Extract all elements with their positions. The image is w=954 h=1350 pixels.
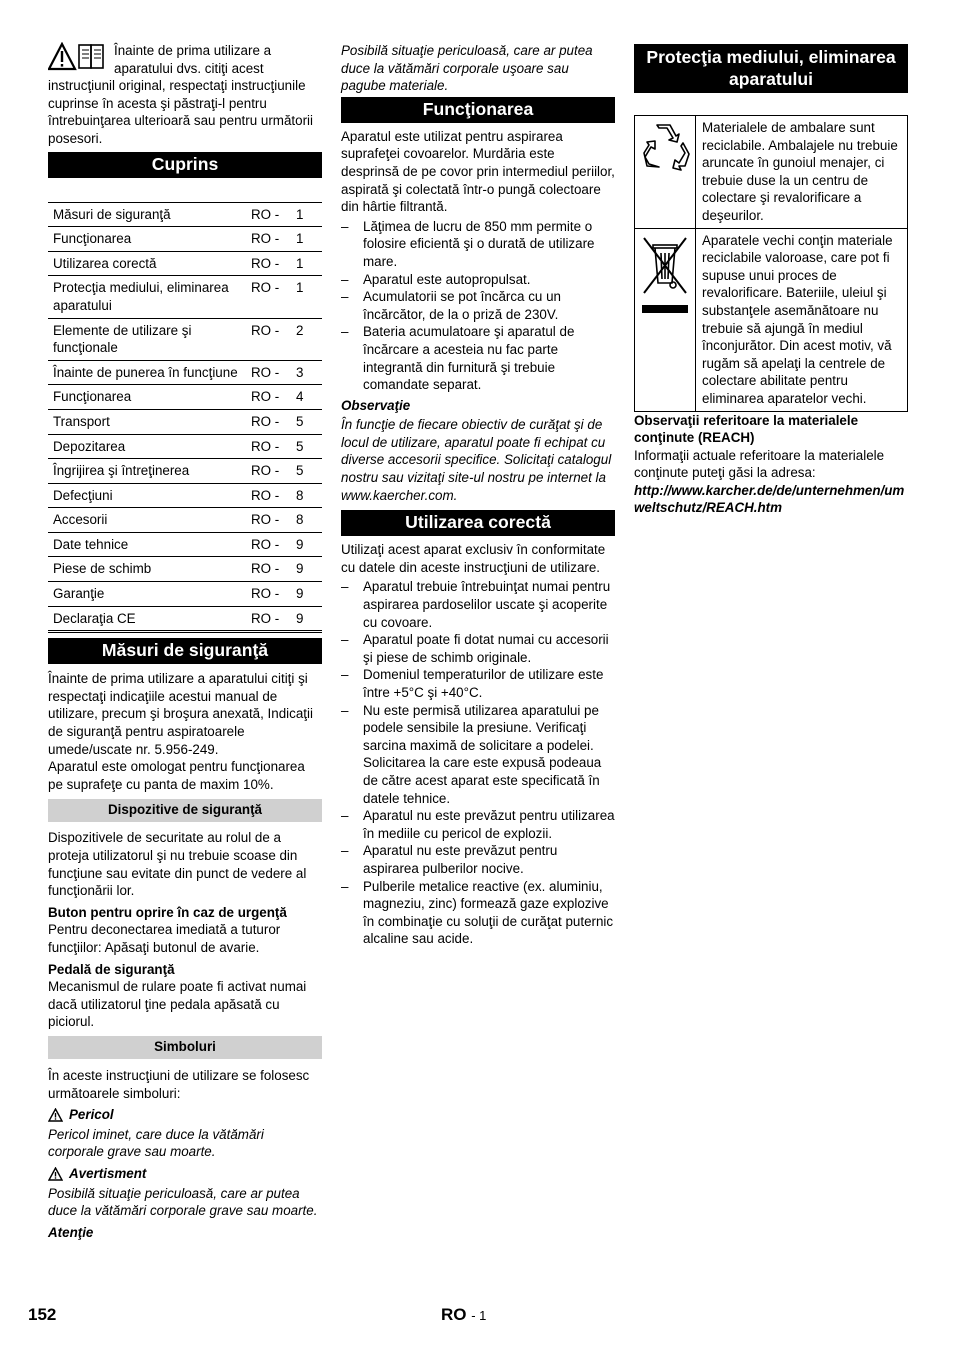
table-row [48,360,322,385]
toc-entry-page: 3 [296,360,322,385]
emergency-stop-heading: Buton pentru oprire în caz de urgenţă [48,904,287,920]
table-row [48,202,322,227]
toc-entry-label: Garanţie [48,582,251,607]
table-row [48,459,322,484]
toc-entry-label: Funcţionarea [48,227,251,252]
toc-entry-code: RO - [251,606,296,632]
list-item: – Pulberile metalice reactive (ex. aluminiu, magneziu, zinc) formează gaze explozive în combinaţie cu soluţii de curăţat puternic alcaline sau acide. [341,878,615,948]
safety-paragraph-1: Înainte de prima utilizare a aparatului citiţi şi respectaţi indicaţiile acestui manual de utilizare, precum şi broşura anexată, Indicaţii de siguranţă pentru aspiratoarele umede/uscate nr. 5.956-249. [48,671,313,757]
safety-devices-heading: Dispozitive de siguranţă [48,799,322,822]
table-row [48,557,322,582]
toc-entry-code: RO - [251,202,296,227]
danger-label-row [48,1106,322,1124]
recycle-icon-cell [635,116,696,229]
list-item: – Aparatul nu este prevăzut pentru utilizarea în mediile cu pericol de explozii. [341,807,615,842]
table-row [48,409,322,434]
list-item: – Lăţimea de lucru de 850 mm permite o folosire eficientă şi o durată de utilizare mare. [341,218,615,271]
toc-entry-label: Îngrijirea şi întreţinerea [48,459,251,484]
toc-entry-label: Transport [48,409,251,434]
table-row [48,227,322,252]
safety-devices-text: Dispozitivele de securitate au rolul de a proteja utilizatorul şi nu trebuie scoase din funcţiune sau evitate din punct de vedere al funcţionării lor. [48,830,307,899]
note-label: Observaţie [341,397,411,413]
toc-entry-page: 5 [296,409,322,434]
column-right [634,44,908,517]
footer-lang: RO [441,1305,467,1324]
toc-entry-page: 5 [296,434,322,459]
list-item: – Acumulatorii se pot încărca cu un încărcător, de la o priză de 230V. [341,288,615,323]
old-devices-text: Aparatele vechi conţin materiale reciclabile valoroase, care pot fi supuse unui proces de revalorificare. Bateriile, uleiul şi substanţele asemănătoare nu trebuie să ajungă în mediul înconjurător. Din acest motiv, vă rugăm să apelaţi la centrele de colectare abilitate pentru eliminarea aparatelor vechi. [696,228,908,411]
toc-entry-page: 9 [296,532,322,557]
list-item: – Aparatul poate fi dotat numai cu accesorii şi piese de schimb originale. [341,631,615,666]
toc-entry-page: 9 [296,582,322,607]
toc-entry-code: RO - [251,409,296,434]
toc-entry-code: RO - [251,459,296,484]
toc-entry-page: 1 [296,276,322,318]
function-list [341,218,615,394]
toc-entry-label: Date tehnice [48,532,251,557]
environment-heading: Protecţia mediului, eliminarea aparatului [634,44,908,93]
warning-label-row [48,1165,322,1183]
table-row [48,276,322,318]
proper-use-text: Utilizaţi acest aparat exclusiv în conformitate cu datele din aceste instrucţiuni de utilizare. [341,542,606,575]
toc-entry-code: RO - [251,227,296,252]
toc-entry-label: Protecţia mediului, eliminarea aparatului [48,276,251,318]
toc-entry-page: 2 [296,318,322,360]
toc-entry-label: Utilizarea corectă [48,251,251,276]
safety-pedal-text: Mecanismul de rulare poate fi activat numai dacă utilizatorul ţine pedala apăsată cu piciorul. [48,979,307,1030]
caution-label: Atenţie [48,1224,94,1240]
toc-entry-label: Accesorii [48,508,251,533]
column-left [48,42,322,1241]
toc-entry-page: 8 [296,483,322,508]
table-row [48,483,322,508]
toc-heading: Cuprins [48,152,322,178]
function-heading: Funcţionarea [341,97,615,123]
footer-language-page [441,1306,486,1325]
toc-entry-code: RO - [251,276,296,318]
toc-entry-label: Piese de schimb [48,557,251,582]
caution-text: Posibilă situaţie periculoasă, care ar putea duce la vătămări corporale uşoare sau pagube materiale. [341,43,593,94]
list-item: – Aparatul trebuie întrebuinţat numai pentru aspirarea pardoselilor uscate şi acoperite cu covoare. [341,578,615,631]
list-item: – Bateria acumulatoare şi aparatul de încărcare a acesteia nu fac parte integrantă din furnitură şi trebuie comandate separat. [341,323,615,393]
toc-entry-code: RO - [251,532,296,557]
intro-block [48,42,322,148]
symbols-intro: În aceste instrucţiuni de utilizare se folosesc următoarele simboluri: [48,1067,310,1101]
warning-triangle-icon [48,1108,63,1122]
toc-entry-label: Defecţiuni [48,483,251,508]
toc-entry-page: 1 [296,227,322,252]
toc-entry-code: RO - [251,582,296,607]
manual-book-icon [79,45,103,68]
warning-label: Avertisment [69,1165,147,1181]
safety-heading: Măsuri de siguranţă [48,638,322,664]
list-item: – Aparatul este autopropulsat. [341,271,615,289]
page-number: 152 [28,1305,57,1324]
danger-label: Pericol [69,1107,114,1123]
toc-entry-label: Elemente de utilizare şi funcţionale [48,318,251,360]
toc-entry-label: Declaraţia CE [48,606,251,632]
column-middle [341,42,615,948]
table-row [48,434,322,459]
toc-entry-code: RO - [251,557,296,582]
danger-text: Pericol iminet, care duce la vătămări corporale grave sau moarte. [48,1126,264,1160]
list-item: – Nu este permisă utilizarea aparatului pe podele sensibile la presiune. Verificaţi sarcina maximă de solicitare a podelei. Solicitarea la care este expusă podeaua de către acest aparat este specificată în datele tehnice. [341,702,615,808]
list-item: – Domeniul temperaturilor de utilizare este între +5°C şi +40°C. [341,666,615,701]
emergency-stop-text: Pentru deconectarea imediată a tuturor funcţiilor: Apăsaţi butonul de avarie. [48,922,281,955]
reach-text: Informaţii actuale referitoare la materialele conţinute puteţi găsi la adresa: [634,447,885,481]
table-row [48,318,322,360]
warning-manual-icons [48,42,108,72]
toc-entry-code: RO - [251,434,296,459]
warning-text: Posibilă situaţie periculoasă, care ar putea duce la vătămări corporale grave sau moarte. [48,1185,318,1219]
toc-entry-page: 1 [296,251,322,276]
toc-entry-code: RO - [251,318,296,360]
toc-entry-code: RO - [251,483,296,508]
note-text: În funcţie de fiecare obiectiv de curăţat şi de locul de utilizare, aparatul poate fi echipat cu diverse accesorii specifice. Solicitaţi catalogul nostru sau vizitaţi site-ul nostru pe internet la www.kaercher.com. [341,417,612,503]
toc-entry-label: Înainte de punerea în funcţiune [48,360,251,385]
toc-entry-label: Depozitarea [48,434,251,459]
toc-entry-code: RO - [251,360,296,385]
proper-use-heading: Utilizarea corectă [341,510,615,536]
warning-triangle-icon [48,1167,63,1181]
table-row [48,385,322,410]
weee-icon-cell [635,228,696,411]
safety-pedal-heading: Pedală de siguranţă [48,961,175,977]
warning-triangle-icon [48,42,108,72]
toc-entry-code: RO - [251,385,296,410]
recycle-icon [639,120,691,172]
toc-entry-page: 4 [296,385,322,410]
footer-sep: - 1 [471,1308,487,1323]
table-row [48,532,322,557]
toc-entry-page: 9 [296,606,322,632]
table-row [48,582,322,607]
function-text: Aparatul este utilizat pentru aspirarea suprafeţei covoarelor. Murdăria este desprinsă de pe covor prin intermediul periilor, aspirată şi colectată într-o pungă colectoare din hârtie filtrantă. [341,128,615,215]
reach-heading: Observaţii referitoare la materialele conţinute (REACH) [634,412,859,446]
crossed-bin-icon [639,233,691,315]
environment-table [634,115,908,412]
reach-link[interactable]: http://www.karcher.de/de/unternehmen/umweltschutz/REACH.htm [634,482,905,516]
safety-paragraph-2: Aparatul este omologat pentru funcţionarea pe suprafeţe cu panta de maxim 10%. [48,759,305,792]
table-row [48,606,322,632]
proper-use-list [341,578,615,947]
toc-entry-code: RO - [251,251,296,276]
toc-entry-label: Măsuri de siguranţă [48,202,251,227]
toc-entry-page: 8 [296,508,322,533]
toc-entry-page: 1 [296,202,322,227]
symbols-heading: Simboluri [48,1036,322,1059]
table-row [635,228,908,411]
intro-text: Înainte de prima utilizare a aparatului dvs. citiţi acest instrucţiunil original, respectaţi instrucţiunile cuprinse în acesta şi păstraţi-l pentru întrebuinţarea ulterioară sau pentru următorii posesori. [48,43,313,146]
list-item: – Aparatul nu este prevăzut pentru aspirarea pulberilor nocive. [341,842,615,877]
toc-table [48,202,322,634]
toc-entry-code: RO - [251,508,296,533]
table-row [635,116,908,229]
packaging-text: Materialele de ambalare sunt reciclabile. Ambalajele nu trebuie aruncate în gunoiul menajer, ci trebuie duse la un centru de colectare şi revalorificare a deşeurilor. [696,116,908,229]
toc-entry-page: 9 [296,557,322,582]
table-row [48,251,322,276]
toc-entry-label: Funcţionarea [48,385,251,410]
toc-entry-page: 5 [296,459,322,484]
table-row [48,508,322,533]
